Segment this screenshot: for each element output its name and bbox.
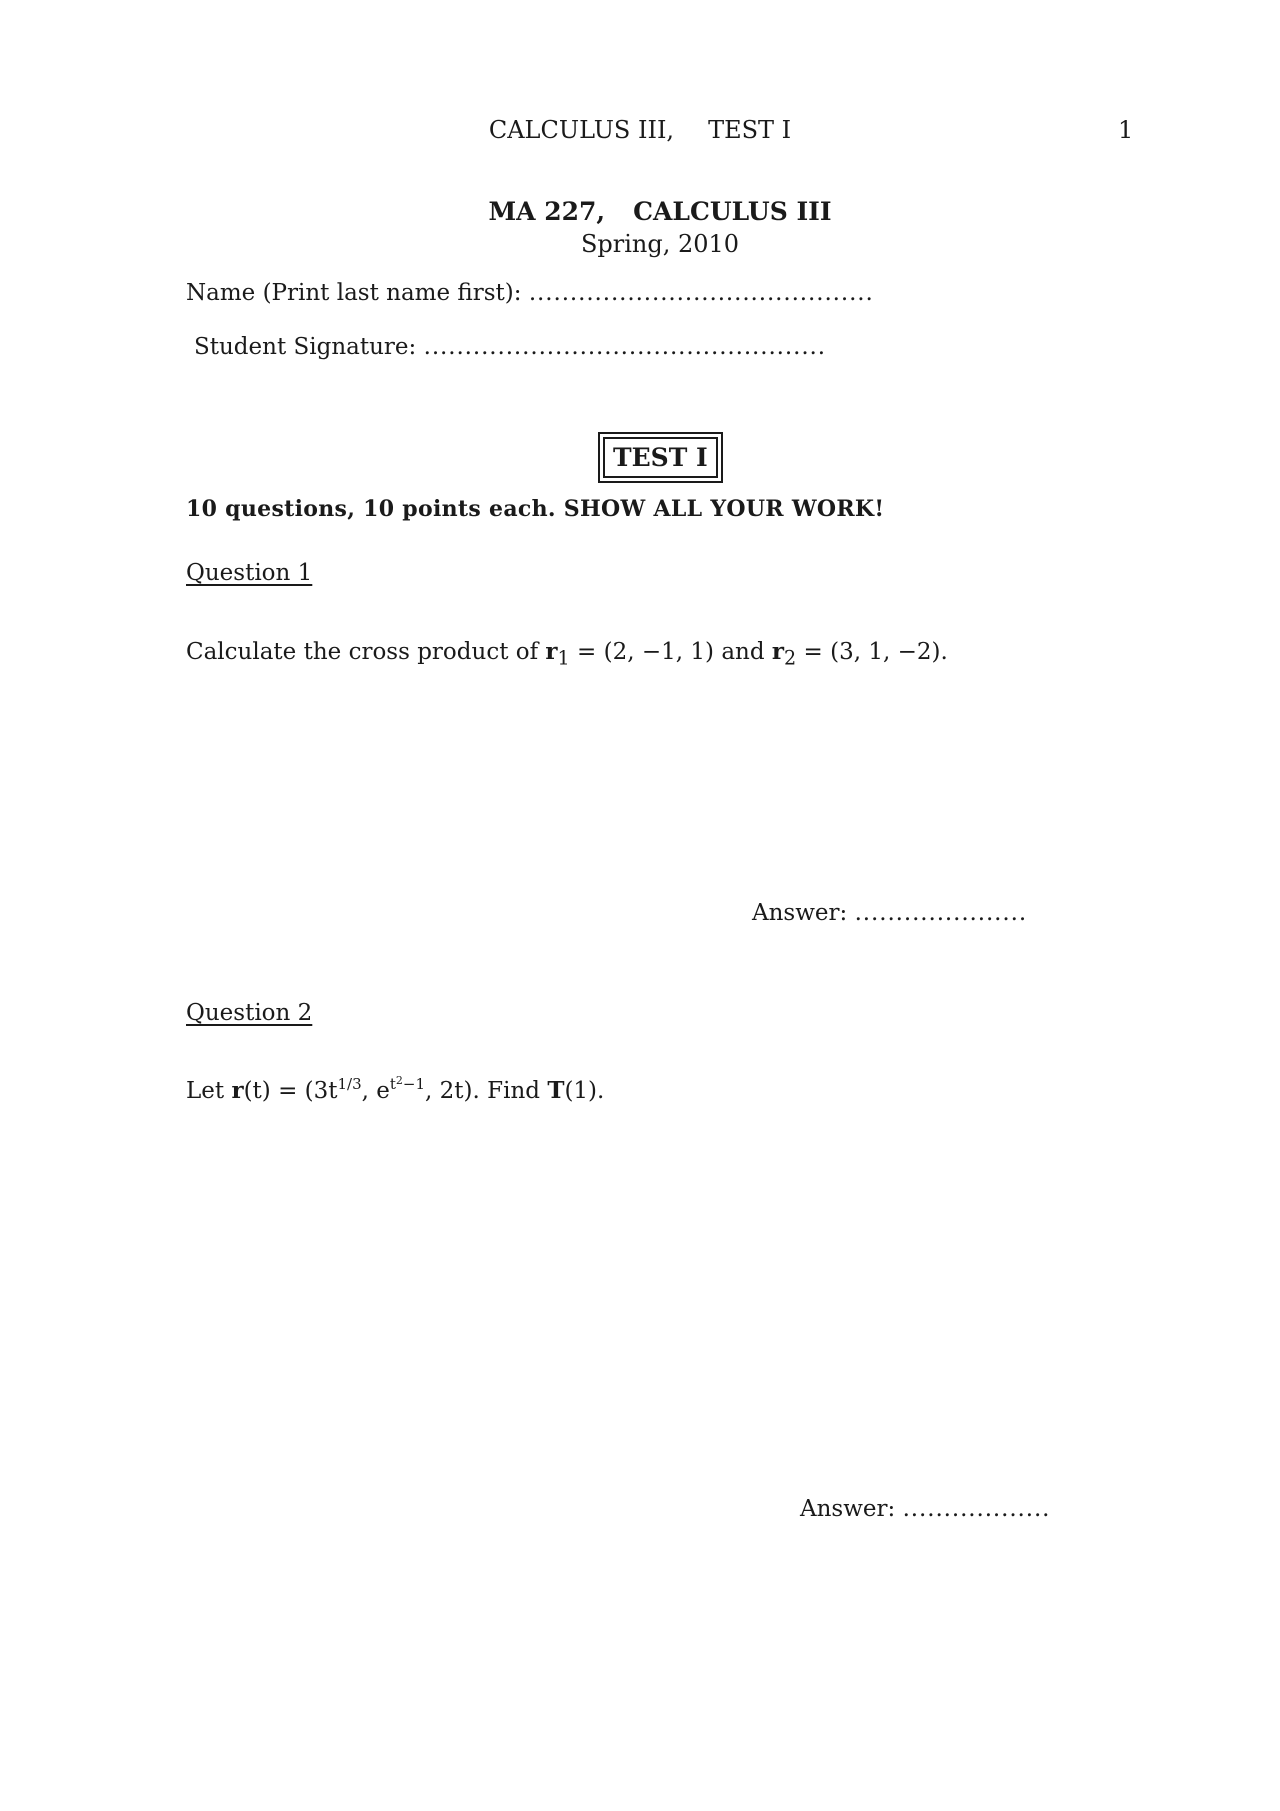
vector-r2-value: = (3, 1, −2). <box>796 639 948 665</box>
vector-r1-subscript: 1 <box>557 646 570 670</box>
vector-r1: r <box>545 638 558 665</box>
function-args: (t) = (3t <box>243 1078 338 1104</box>
question-2-answer[interactable] <box>800 1496 1050 1522</box>
function-r: r <box>231 1077 244 1104</box>
question-1-answer[interactable] <box>752 900 1027 926</box>
signature-field[interactable] <box>194 334 826 360</box>
vector-r2: r <box>771 638 785 665</box>
exponent-2 <box>390 1075 425 1093</box>
course-code: MA 227, <box>488 197 606 226</box>
exponent-2-rest: −1 <box>402 1075 426 1093</box>
question-1-heading: Question 1 <box>186 560 313 586</box>
tangent-arg: (1). <box>564 1078 605 1104</box>
question-2-prefix: Let <box>186 1078 232 1104</box>
term: Spring, 2010 <box>580 230 740 258</box>
answer-dotted-line[interactable]: ..................... <box>854 900 1028 926</box>
question-2-heading: Question 2 <box>186 1000 313 1026</box>
running-head-course: CALCULUS III, <box>488 116 675 144</box>
course-name: CALCULUS III <box>633 197 832 226</box>
course-title <box>0 197 1280 226</box>
question-1-text <box>186 638 948 670</box>
vector-r1-value: = (2, −1, 1) and <box>569 639 772 665</box>
name-field[interactable] <box>186 280 874 306</box>
e-term: , e <box>361 1078 390 1104</box>
question-2-end: , 2t). Find <box>425 1078 548 1104</box>
exponent-2-square: 2 <box>395 1074 403 1087</box>
answer-label: Answer: <box>800 1496 896 1522</box>
test-label-box <box>598 432 723 483</box>
running-head-test: TEST I <box>708 116 792 144</box>
running-head <box>0 116 1280 144</box>
page-number: 1 <box>1118 116 1134 144</box>
exponent-1: 1/3 <box>337 1075 362 1093</box>
name-label: Name (Print last name first): <box>186 280 522 306</box>
tangent-T: T <box>547 1077 565 1104</box>
exponent-2-base: t <box>389 1075 396 1093</box>
signature-dotted-line[interactable]: ................................................. <box>423 334 826 360</box>
answer-label: Answer: <box>752 900 848 926</box>
name-dotted-line[interactable]: .......................................... <box>528 280 874 306</box>
question-2-text <box>186 1074 605 1104</box>
question-1-prefix: Calculate the cross product of <box>186 639 546 665</box>
vector-r2-subscript: 2 <box>784 646 797 670</box>
instructions: 10 questions, 10 points each. SHOW ALL YOUR WORK! <box>186 496 885 522</box>
test-label: TEST I <box>603 437 718 478</box>
answer-dotted-line[interactable]: .................. <box>902 1496 1051 1522</box>
signature-label: Student Signature: <box>194 334 417 360</box>
